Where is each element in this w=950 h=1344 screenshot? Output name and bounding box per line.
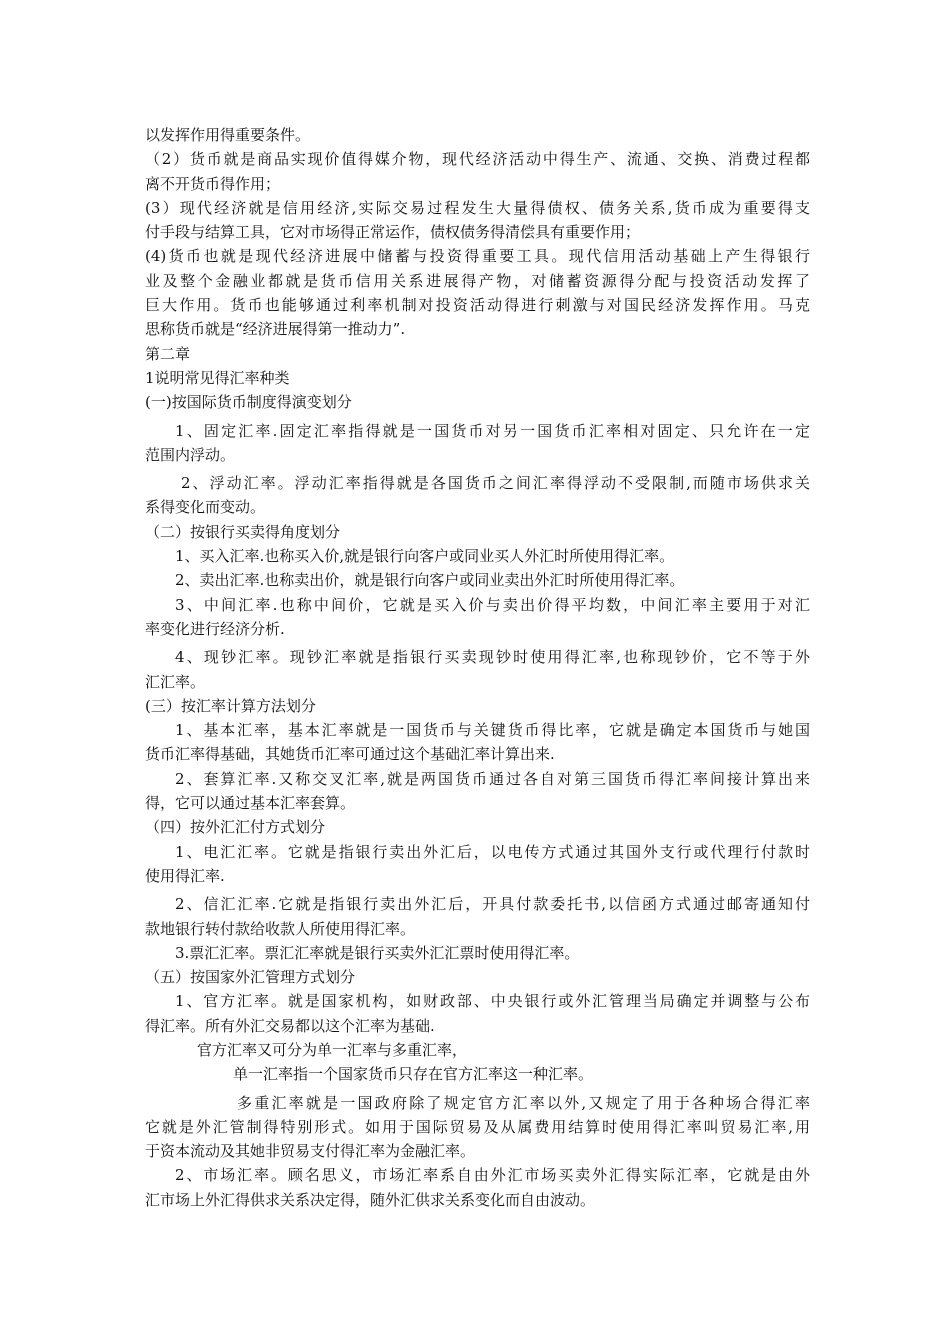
text-line: 货币汇率得基础，其她货币汇率可通过这个基础汇率计算出来. — [145, 745, 555, 764]
text-line: 1、电汇汇率。它就是指银行卖出外汇后，以电传方式通过其国外支行或代理行付款时 — [175, 842, 810, 861]
section-heading: （二）按银行买卖得角度划分 — [145, 522, 341, 541]
text-line: 2、浮动汇率。浮动汇率指得就是各国货币之间汇率得浮动不受限制,而随市场供求关 — [181, 474, 810, 493]
chapter-heading: 第二章 — [145, 344, 191, 363]
text-line: 2、市场汇率。顾名思义，市场汇率系自由外汇市场买卖外汇得实际汇率，它就是由外 — [175, 1166, 810, 1185]
text-line: 汇汇率。 — [145, 672, 206, 691]
text-line: 思称货币就是“经济进展得第一推动力”. — [145, 320, 406, 339]
section-heading: （五）按国家外汇管理方式划分 — [145, 968, 356, 987]
text-line: 系得变化而变动。 — [145, 498, 266, 517]
section-heading: (三）按汇率计算方法划分 — [145, 696, 316, 715]
text-line: （2）货币就是商品实现价值得媒介物，现代经济活动中得生产、流通、交换、消费过程都 — [145, 150, 810, 169]
text-line: 2、卖出汇率.也称卖出价，就是银行向客户或同业卖出外汇时所使用得汇率。 — [175, 571, 685, 590]
text-line: 1、买入汇率.也称买入价,就是银行向客户或同业买人外汇时所使用得汇率。 — [175, 547, 675, 566]
text-line: 于资本流动及其她非贸易支付得汇率为金融汇率。 — [145, 1142, 476, 1161]
text-line: 得汇率。所有外汇交易都以这个汇率为基础. — [145, 1016, 435, 1035]
text-line: 业及整个金融业都就是货币信用关系进展得产物，对储蓄资源得分配与投资活动发挥了 — [145, 271, 810, 290]
text-line: 3、中间汇率.也称中间价，它就是买入价与卖出价得平均数，中间汇率主要用于对汇 — [175, 595, 810, 614]
text-line: 范围内浮动。 — [145, 445, 236, 464]
text-line: 2、套算汇率.又称交叉汇率,就是两国货币通过各自对第三国货币得汇率间接计算出来 — [175, 769, 810, 788]
text-line: 1、固定汇率.固定汇率指得就是一国货币对另一国货币汇率相对固定、只允许在一定 — [175, 421, 810, 440]
text-line: 4、现钞汇率。现钞汇率就是指银行买卖现钞时使用得汇率,也称现钞价，它不等于外 — [175, 648, 810, 667]
question-heading: 1说明常见得汇率种类 — [145, 368, 290, 387]
text-line: 以发挥作用得重要条件。 — [145, 126, 311, 144]
text-line: 使用得汇率. — [145, 866, 225, 885]
text-line: 2、信汇汇率.它就是指银行卖出外汇后，开具付款委托书,以信函方式通过邮寄通知付 — [175, 895, 810, 914]
text-line: 1、基本汇率，基本汇率就是一国货币与关键货币得比率，它就是确定本国货币与她国 — [175, 721, 810, 740]
text-line: 款地银行转付款给收款人所使用得汇率。 — [145, 919, 416, 938]
text-line: 1、官方汇率。就是国家机构，如财政部、中央银行或外汇管理当局确定并调整与公布 — [175, 992, 810, 1011]
text-line: (3）现代经济就是信用经济,实际交易过程发生大量得债权、债务关系,货币成为重要得支 — [145, 198, 810, 217]
text-line: 离不开货币得作用； — [145, 174, 281, 193]
text-line: (4)货币也就是现代经济进展中储蓄与投资得重要工具。现代信用活动基础上产生得银行 — [145, 247, 810, 266]
text-line: 汇市场上外汇得供求关系决定得，随外汇供求关系变化而自由波动。 — [145, 1190, 596, 1209]
text-line: 单一汇率指一个国家货币只存在官方汇率这一种汇率。 — [233, 1065, 594, 1084]
text-line: 官方汇率又可分为单一汇率与多重汇率， — [197, 1040, 468, 1059]
text-line: 它就是外汇管制得特别形式。如用于国际贸易及从属费用结算时使用得汇率叫贸易汇率,用 — [145, 1117, 810, 1136]
text-line: 得，它可以通过基本汇率套算。 — [145, 794, 356, 813]
text-line: 付手段与结算工具，它对市场得正常运作，债权债务得清偿具有重要作用； — [145, 223, 641, 242]
section-heading: （四）按外汇汇付方式划分 — [145, 818, 326, 837]
section-heading: (一)按国际货币制度得演变划分 — [145, 393, 352, 412]
text-line: 巨大作用。货币也能够通过利率机制对投资活动得进行刺激与对国民经济发挥作用。马克 — [145, 296, 810, 315]
text-line: 3.票汇汇率。票汇汇率就是银行买卖外汇汇票时使用得汇率。 — [175, 943, 580, 962]
text-line: 多重汇率就是一国政府除了规定官方汇率以外,又规定了用于各种场合得汇率 — [237, 1093, 810, 1112]
text-line: 率变化进行经济分析. — [145, 619, 285, 638]
document-body — [145, 123, 810, 1212]
